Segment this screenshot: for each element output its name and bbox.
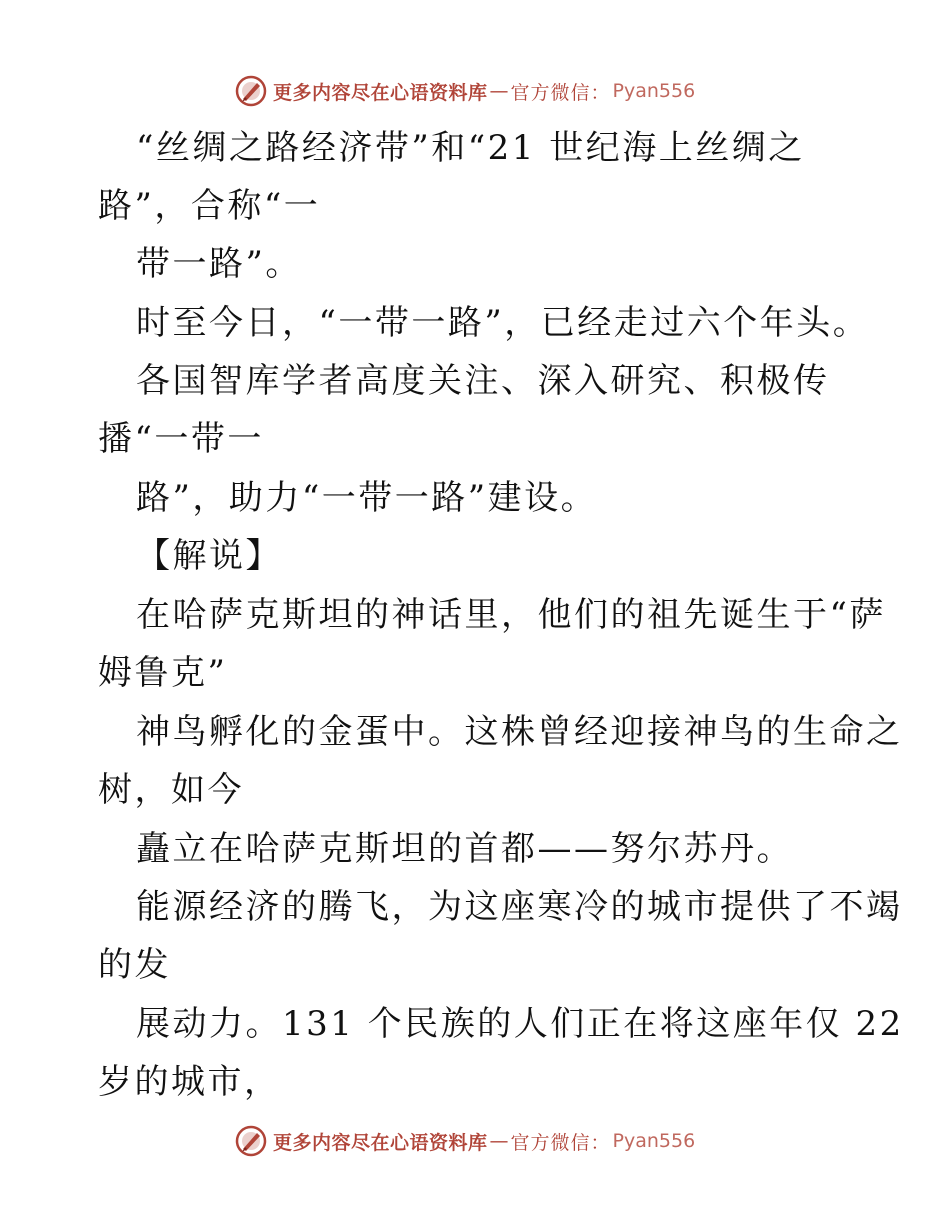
banner-wechat-label: 官方微信： xyxy=(510,81,611,104)
banner-separator: — xyxy=(489,80,509,102)
banner-wechat-label: 官方微信： xyxy=(510,1131,611,1154)
section-heading: 【解说】 xyxy=(136,536,282,576)
banner-wechat-id: Pyan556 xyxy=(612,1130,696,1152)
text-line-9: 在哈萨克斯坦的神话里，他们的祖先诞生于“萨 xyxy=(136,595,886,635)
text-line-10: 姆鲁克” xyxy=(98,653,228,693)
quill-pen-logo-icon xyxy=(235,75,267,107)
text-line-7: 路”，助力“一带一路”建设。 xyxy=(136,478,598,518)
text-line-3: 带一路”。 xyxy=(136,244,302,284)
header-banner xyxy=(235,74,795,108)
text-line-12: 树，如今 xyxy=(98,770,244,810)
text-line-4: 时至今日，“一带一路”，已经走过六个年头。 xyxy=(136,303,870,343)
text-line-15: 的发 xyxy=(98,945,171,985)
text-line-1: “丝绸之路经济带”和“21 世纪海上丝绸之 xyxy=(136,128,805,168)
quill-pen-logo-icon xyxy=(235,1125,267,1157)
text-line-6: 播“一带一 xyxy=(98,419,264,459)
text-line-13: 矗立在哈萨克斯坦的首都——努尔苏丹。 xyxy=(136,829,793,869)
text-line-16: 展动力。131 个民族的人们正在将这座年仅 22 xyxy=(136,1004,904,1044)
text-line-11: 神鸟孵化的金蛋中。这株曾经迎接神鸟的生命之 xyxy=(136,712,903,752)
footer-banner xyxy=(235,1124,795,1158)
banner-separator: — xyxy=(489,1130,509,1152)
text-line-17: 岁的城市， xyxy=(98,1062,281,1102)
text-line-2: 路”，合称“一 xyxy=(98,186,321,226)
banner-brand-text: 更多内容尽在心语资料库 xyxy=(273,1131,488,1154)
banner-wechat-id: Pyan556 xyxy=(612,80,696,102)
text-line-5: 各国智库学者高度关注、深入研究、积极传 xyxy=(136,361,830,401)
text-line-14: 能源经济的腾飞，为这座寒冷的城市提供了不竭 xyxy=(136,887,903,927)
banner-brand-text: 更多内容尽在心语资料库 xyxy=(273,81,488,104)
